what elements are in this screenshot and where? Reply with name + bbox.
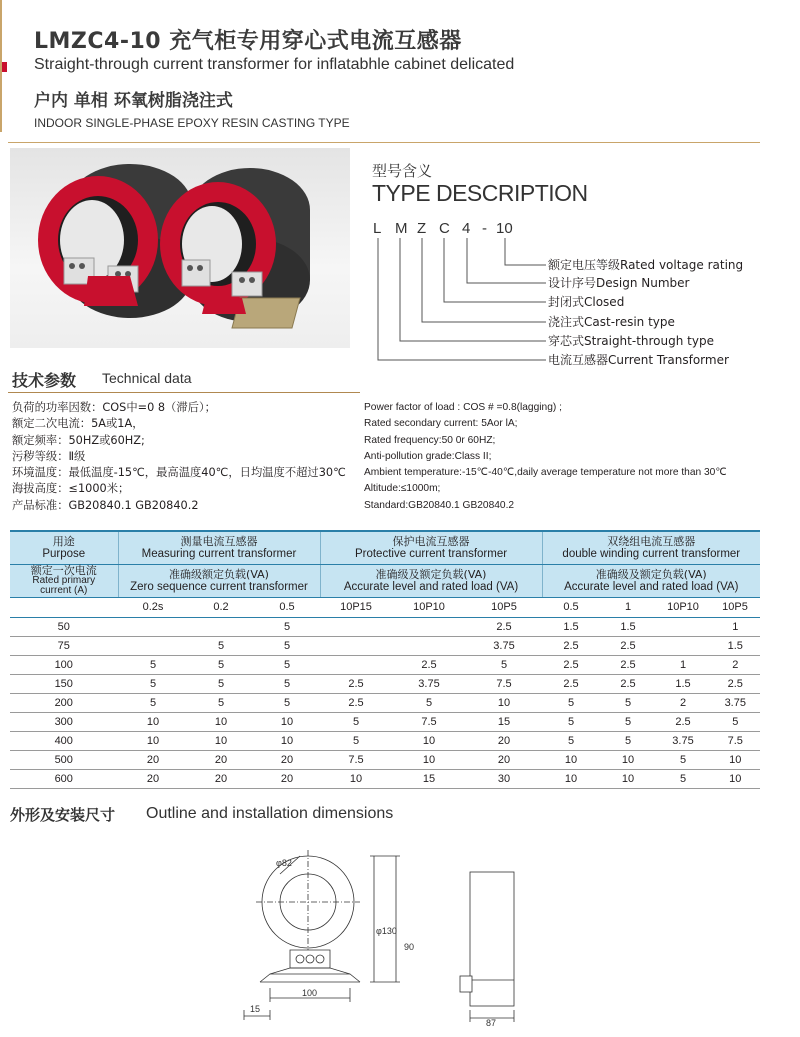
rated-current-cell: 150 (10, 675, 118, 694)
load-value-cell: 2.5 (466, 618, 542, 637)
class-header-cell: 10P10 (392, 598, 466, 618)
load-value-cell: 15 (466, 713, 542, 732)
load-value-cell: 5 (710, 713, 760, 732)
load-value-cell: 3.75 (466, 637, 542, 656)
table-subheader-row (10, 565, 760, 598)
load-value-cell: 30 (466, 770, 542, 789)
header-en: Zero sequence current transformer (130, 581, 308, 593)
load-value-cell: 20 (188, 770, 254, 789)
table-row (10, 618, 760, 637)
header-cn: 保护电流互感器 (392, 535, 470, 548)
brand-bar-graphic (0, 0, 8, 132)
class-header-cell: 0.5 (542, 598, 600, 618)
load-value-cell: 10 (710, 770, 760, 789)
group-header-double-winding (542, 531, 760, 565)
params-list-english (364, 400, 727, 514)
header-cn: 准确级额定负载(VA) (169, 568, 269, 581)
class-header-cell: 10P10 (656, 598, 710, 618)
load-value-cell: 20 (118, 770, 188, 789)
rated-current-cell: 600 (10, 770, 118, 789)
load-value-cell: 3.75 (710, 694, 760, 713)
load-value-cell: 5 (320, 732, 392, 751)
load-value-cell: 1.5 (542, 618, 600, 637)
brand-accent-bar (0, 0, 8, 132)
load-value-cell: 10 (392, 732, 466, 751)
load-value-cell (320, 656, 392, 675)
load-value-cell: 5 (466, 656, 542, 675)
table-row (10, 770, 760, 789)
header-en: Rated primary (32, 575, 96, 586)
table-row (10, 637, 760, 656)
header-en: Accurate level and rated load (VA) (564, 581, 739, 593)
param-line: 额定频率：50HZ或60HZ; (12, 433, 145, 447)
class-header-cell: 10P5 (710, 598, 760, 618)
param-line: 海拔高度：≤1000米； (12, 482, 130, 496)
load-value-cell: 2.5 (542, 637, 600, 656)
table-header-row (10, 531, 760, 565)
param-line: Ambient temperature:-15℃-40℃,daily average temperature not more than 30℃ (364, 467, 727, 479)
load-value-cell (320, 618, 392, 637)
load-value-cell: 10 (320, 770, 392, 789)
class-header-cell: 0.2 (188, 598, 254, 618)
header-cn: 准确级及额定负载(VA) (595, 568, 707, 581)
load-value-cell: 10 (466, 694, 542, 713)
model-code-meaning: 电流互感器Current Transformer (548, 353, 729, 367)
rated-current-cell: 400 (10, 732, 118, 751)
rated-current-header (10, 565, 118, 598)
load-value-cell: 3.75 (392, 675, 466, 694)
type-description-title-english: TYPE DESCRIPTION (372, 180, 588, 206)
load-value-cell: 2 (710, 656, 760, 675)
header-cn: 用途 (52, 535, 75, 548)
table-row (10, 713, 760, 732)
header-cn: 测量电流互感器 (180, 535, 258, 548)
load-value-cell: 1 (710, 618, 760, 637)
load-value-cell: 7.5 (466, 675, 542, 694)
load-value-cell (118, 637, 188, 656)
model-code-char: C (439, 220, 450, 237)
load-value-cell: 2 (656, 694, 710, 713)
side-view (460, 872, 514, 1022)
header-cn: 额定一次电流 (30, 564, 97, 577)
load-value-cell: 15 (392, 770, 466, 789)
param-line: 负荷的功率因数：COS中=0 8（滞后）； (12, 401, 216, 414)
model-code-meaning: 浇注式Cast-resin type (548, 315, 675, 329)
load-value-cell: 2.5 (710, 675, 760, 694)
model-code-char: M (395, 220, 408, 237)
model-code-meaning: 封闭式Closed (548, 295, 625, 309)
load-value-cell: 2.5 (542, 656, 600, 675)
load-value-cell: 1.5 (710, 637, 760, 656)
table-body (10, 618, 760, 789)
dimension-depth: 87 (486, 1018, 497, 1028)
load-value-cell (656, 618, 710, 637)
load-value-cell: 10 (254, 732, 320, 751)
load-value-cell: 10 (254, 713, 320, 732)
param-line: Power factor of load : COS # =0.8(lagging) ; (364, 402, 562, 413)
load-value-cell: 5 (542, 732, 600, 751)
model-code-diagram (360, 212, 750, 368)
load-value-cell: 5 (254, 656, 320, 675)
class-header-cell: 0.2s (118, 598, 188, 618)
load-value-cell: 10 (392, 751, 466, 770)
dimension-height: 90 (404, 942, 415, 952)
header-en: Protective current transformer (354, 548, 508, 560)
model-code-leader-lines (378, 238, 546, 360)
load-value-cell: 20 (466, 751, 542, 770)
load-value-cell: 10 (188, 713, 254, 732)
load-value-cell: 10 (542, 770, 600, 789)
table-row (10, 694, 760, 713)
subheader-protective (320, 565, 542, 598)
load-value-cell: 20 (118, 751, 188, 770)
load-value-cell (392, 637, 466, 656)
group-header-measuring (118, 531, 320, 565)
model-code-char: 10 (496, 220, 513, 237)
load-value-cell: 20 (254, 751, 320, 770)
load-value-cell: 5 (118, 675, 188, 694)
class-header-cell (10, 598, 118, 618)
load-value-cell: 2.5 (320, 694, 392, 713)
class-header-row (10, 598, 760, 618)
load-value-cell: 7.5 (710, 732, 760, 751)
subheader-measuring (118, 565, 320, 598)
load-value-cell: 5 (600, 694, 656, 713)
load-value-cell: 5 (600, 713, 656, 732)
header-en: Accurate level and rated load (VA) (343, 581, 519, 593)
load-value-cell: 5 (392, 694, 466, 713)
load-value-cell: 5 (254, 618, 320, 637)
table-row (10, 656, 760, 675)
load-value-cell: 7.5 (392, 713, 466, 732)
dimension-base: 100 (302, 988, 318, 998)
load-value-cell: 7.5 (320, 751, 392, 770)
group-header-protective (320, 531, 542, 565)
load-value-cell: 2.5 (542, 675, 600, 694)
subheader-double-winding (542, 565, 760, 598)
header-cn: 双绕组电流互感器 (607, 535, 696, 548)
load-value-cell: 5 (254, 694, 320, 713)
load-value-cell (118, 618, 188, 637)
load-value-cell: 1.5 (656, 675, 710, 694)
load-value-cell: 5 (600, 732, 656, 751)
param-line: Rated frequency:50 0r 60HZ; (364, 434, 496, 446)
load-value-cell: 5 (656, 751, 710, 770)
page-subtitle: 户内 单相 环氧树脂浇注式 (34, 91, 233, 111)
load-value-cell: 2.5 (600, 675, 656, 694)
page-subtitle-english: INDOOR SINGLE-PHASE EPOXY RESIN CASTING TYPE (34, 116, 350, 130)
spec-table (10, 530, 760, 789)
purpose-header (10, 531, 118, 565)
table-row (10, 751, 760, 770)
load-value-cell: 2.5 (600, 656, 656, 675)
load-value-cell: 5 (254, 637, 320, 656)
param-line: Altitude:≤1000m; (364, 483, 441, 495)
load-value-cell: 5 (118, 656, 188, 675)
class-header-cell: 10P15 (320, 598, 392, 618)
load-value-cell: 3.75 (656, 732, 710, 751)
type-description-title: 型号含义 (372, 162, 433, 180)
outline-title-english: Outline and installation dimensions (146, 805, 394, 822)
outline-title: 外形及安装尺寸 (10, 806, 116, 824)
load-value-cell: 20 (466, 732, 542, 751)
load-value-cell (320, 637, 392, 656)
outline-drawing (230, 850, 530, 1030)
rated-current-cell: 100 (10, 656, 118, 675)
product-photo (10, 148, 350, 348)
header-en: Purpose (42, 548, 86, 560)
param-line: 污秽等级：Ⅱ级 (12, 449, 86, 463)
model-code-meaning: 穿芯式Straight-through type (548, 334, 714, 348)
rated-current-cell: 75 (10, 637, 118, 656)
load-value-cell: 5 (188, 675, 254, 694)
load-value-cell: 5 (188, 637, 254, 656)
load-value-cell: 20 (188, 751, 254, 770)
header-en: current (A) (40, 585, 88, 596)
load-value-cell: 20 (254, 770, 320, 789)
param-line: Rated secondary current: 5Aor lA; (364, 418, 518, 430)
technical-data-title: 技术参数 (12, 371, 77, 390)
model-code-char: 4 (462, 220, 471, 237)
load-value-cell: 5 (542, 694, 600, 713)
load-value-cell: 10 (600, 770, 656, 789)
load-value-cell (188, 618, 254, 637)
load-value-cell: 10 (118, 713, 188, 732)
load-value-cell: 5 (188, 694, 254, 713)
rated-current-cell: 200 (10, 694, 118, 713)
load-value-cell: 10 (188, 732, 254, 751)
load-value-cell: 10 (542, 751, 600, 770)
load-value-cell: 2.5 (392, 656, 466, 675)
load-value-cell: 5 (542, 713, 600, 732)
transformer-illustration (10, 148, 350, 348)
load-value-cell: 2.5 (320, 675, 392, 694)
header-en: double winding current transformer (562, 548, 741, 560)
param-line: 额定二次电流：5A或1A， (12, 417, 144, 431)
header-cn: 准确级及额定负载(VA) (375, 568, 487, 581)
load-value-cell (392, 618, 466, 637)
technical-divider (8, 392, 360, 393)
dimension-foot: 15 (250, 1004, 261, 1014)
param-line: 产品标准：GB20840.1 GB20840.2 (12, 498, 199, 512)
load-value-cell (656, 637, 710, 656)
header-divider (8, 142, 760, 143)
class-header-cell: 0.5 (254, 598, 320, 618)
page-title: LMZC4-10 充气柜专用穿心式电流互感器 (34, 29, 462, 54)
rated-current-cell: 500 (10, 751, 118, 770)
dimension-outer-diameter: φ130 (376, 926, 397, 936)
dimension-inner-diameter: φ82 (276, 858, 292, 868)
model-code-char: L (373, 220, 382, 237)
load-value-cell: 2.5 (656, 713, 710, 732)
rated-current-cell: 50 (10, 618, 118, 637)
table-row (10, 675, 760, 694)
load-value-cell: 5 (656, 770, 710, 789)
load-value-cell: 10 (710, 751, 760, 770)
load-value-cell: 10 (600, 751, 656, 770)
page-title-english: Straight-through current transformer for inflatabhle cabinet delicated (34, 56, 515, 73)
load-value-cell: 10 (118, 732, 188, 751)
load-value-cell: 5 (254, 675, 320, 694)
param-line: 环境温度：最低温度-15℃，最高温度40℃，日均温度不超过30℃ (12, 466, 346, 480)
header-en: Measuring current transformer (141, 548, 297, 560)
class-header-cell: 1 (600, 598, 656, 618)
params-list-chinese (12, 400, 346, 514)
load-value-cell: 1 (656, 656, 710, 675)
class-header-cell: 10P5 (466, 598, 542, 618)
model-code-meaning: 额定电压等级Rated voltage rating (548, 258, 744, 272)
load-value-cell: 2.5 (600, 637, 656, 656)
param-line: Standard:GB20840.1 GB20840.2 (364, 499, 515, 511)
param-line: Anti-pollution grade:Class II; (364, 450, 492, 462)
rated-current-cell: 300 (10, 713, 118, 732)
load-value-cell: 5 (118, 694, 188, 713)
model-code-meaning: 设计序号Design Number (548, 276, 690, 290)
model-code-char: Z (417, 220, 427, 237)
load-value-cell: 5 (188, 656, 254, 675)
load-value-cell: 5 (320, 713, 392, 732)
load-value-cell: 1.5 (600, 618, 656, 637)
technical-data-title-english: Technical data (102, 370, 192, 386)
table-row (10, 732, 760, 751)
model-code-char: - (482, 220, 487, 237)
